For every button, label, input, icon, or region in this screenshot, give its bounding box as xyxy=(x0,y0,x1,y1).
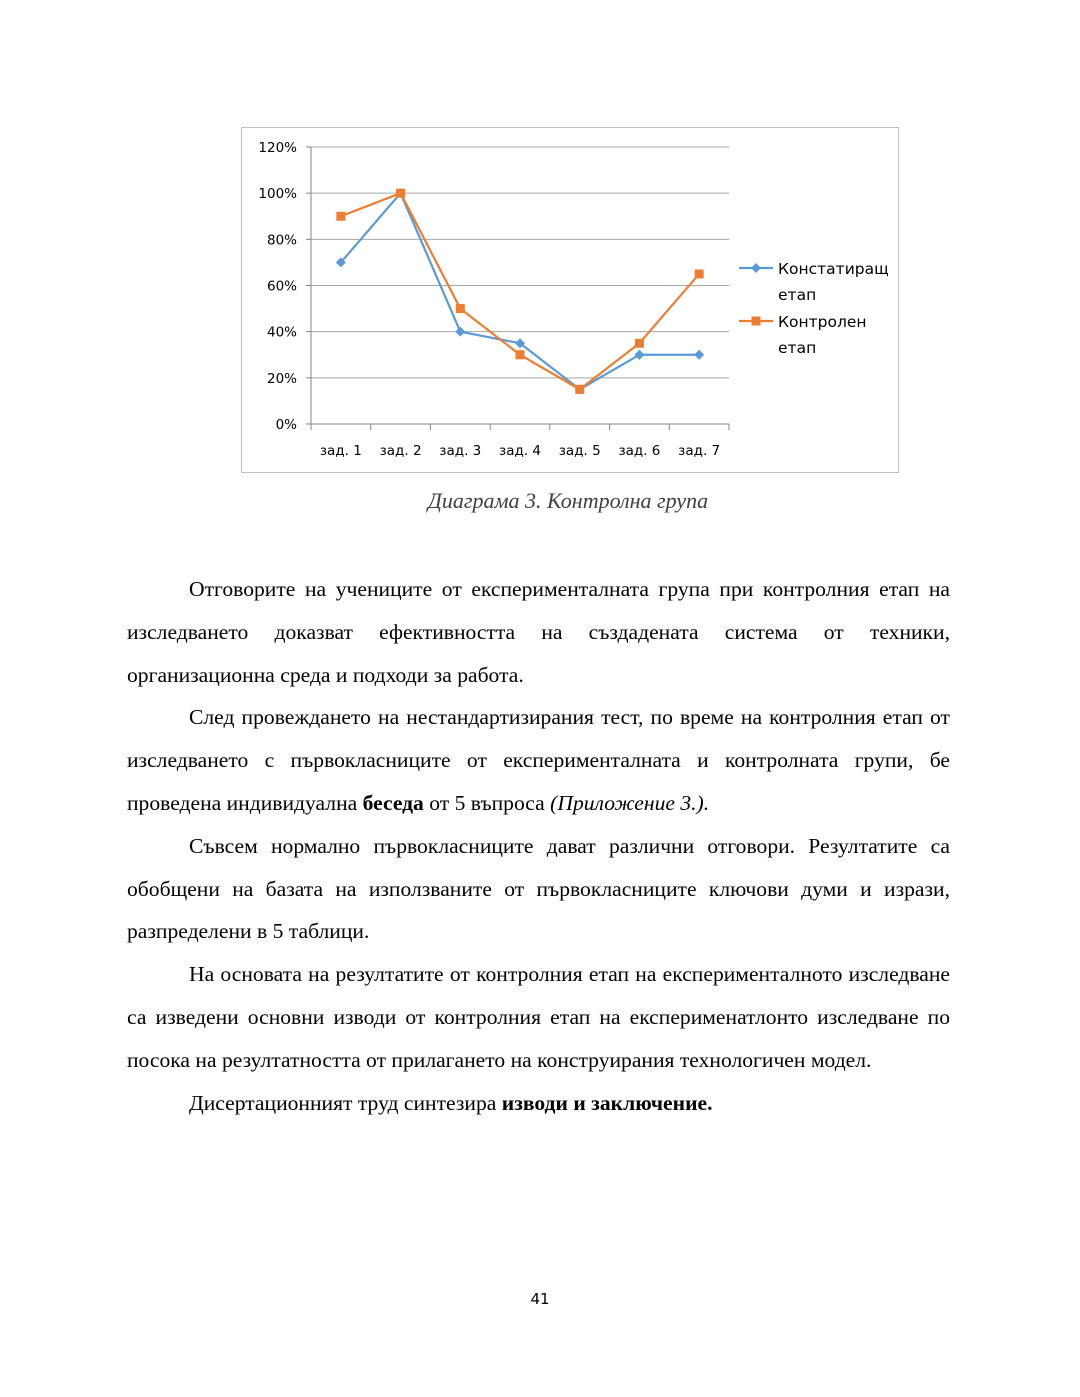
paragraph-3: Съвсем нормално първокласниците дават различни отговори. Резултатите са обобщени на базата на използваните от първокласниците ключови думи и изрази, разпределени в 5 таблици. xyxy=(127,833,950,944)
x-tick-label: зад. 5 xyxy=(558,443,601,459)
legend-label: Констатиращ xyxy=(778,260,889,278)
x-tick-label: зад. 6 xyxy=(618,443,661,459)
y-tick-label: 40% xyxy=(266,324,297,341)
data-point-square xyxy=(336,212,345,221)
paragraph-5-text: Дисертационният труд синтезира xyxy=(189,1090,502,1115)
x-tick-label: зад. 4 xyxy=(499,443,541,459)
paragraph-4: На основата на резултатите от контролния етап на експерименталното изследване са изведени основни изводи от контролния етап на експерименатлонто изследване по посока на резултатността от прилагането на конструирания технологичен модел. xyxy=(127,962,950,1072)
legend-label: етап xyxy=(778,286,817,304)
line-chart xyxy=(241,127,899,473)
body-text xyxy=(127,568,950,1124)
legend-label: етап xyxy=(778,339,817,357)
data-point-square xyxy=(456,304,465,313)
legend-label: Контролен xyxy=(778,313,867,331)
x-tick-label: зад. 1 xyxy=(319,443,362,459)
paragraph-5 xyxy=(127,1082,950,1125)
x-tick-label: зад. 2 xyxy=(379,443,422,459)
chart-canvas xyxy=(242,128,900,474)
data-point-square xyxy=(635,339,644,348)
y-tick-label: 80% xyxy=(266,232,297,249)
data-point-diamond xyxy=(694,350,704,360)
y-tick-label: 120% xyxy=(258,140,297,156)
figure-caption: Диаграма 3. Контролна група xyxy=(427,488,709,513)
appendix-reference: (Приложение 3.). xyxy=(550,790,710,815)
legend-marker-square xyxy=(752,317,761,326)
paragraph-5-bold: изводи и заключение. xyxy=(501,1090,713,1115)
data-point-square xyxy=(695,269,704,278)
paragraph-1: Отговорите на учениците от експерименталната група при контролния етап на изследването доказват ефективността на създадената система от техники, организационна среда и подходи за работа. xyxy=(127,577,950,687)
y-tick-label: 60% xyxy=(266,278,297,295)
y-tick-label: 100% xyxy=(258,186,297,203)
paragraph-2-bold: беседа xyxy=(362,790,424,815)
y-tick-label: 20% xyxy=(266,370,297,387)
x-tick-label: зад. 3 xyxy=(439,443,482,459)
page-number: 41 xyxy=(530,1290,550,1308)
data-point-square xyxy=(396,189,405,198)
paragraph-2-text: След провеждането на нестандартизирания тест, по време на контролния етап от изследването с първокласниците от експерименталната и контролната групи, бе проведена индивидуална xyxy=(127,705,950,815)
data-point-square xyxy=(516,350,525,359)
y-tick-label: 0% xyxy=(275,417,297,433)
data-point-diamond xyxy=(634,350,644,360)
series-line-2 xyxy=(341,193,699,389)
data-point-diamond xyxy=(455,327,465,337)
legend-marker-diamond xyxy=(751,263,761,273)
x-tick-label: зад. 7 xyxy=(678,443,721,459)
paragraph-2 xyxy=(127,696,950,824)
paragraph-2-text-after: от 5 въпроса xyxy=(423,790,551,815)
series-line-1 xyxy=(341,193,699,389)
data-point-square xyxy=(575,385,584,394)
